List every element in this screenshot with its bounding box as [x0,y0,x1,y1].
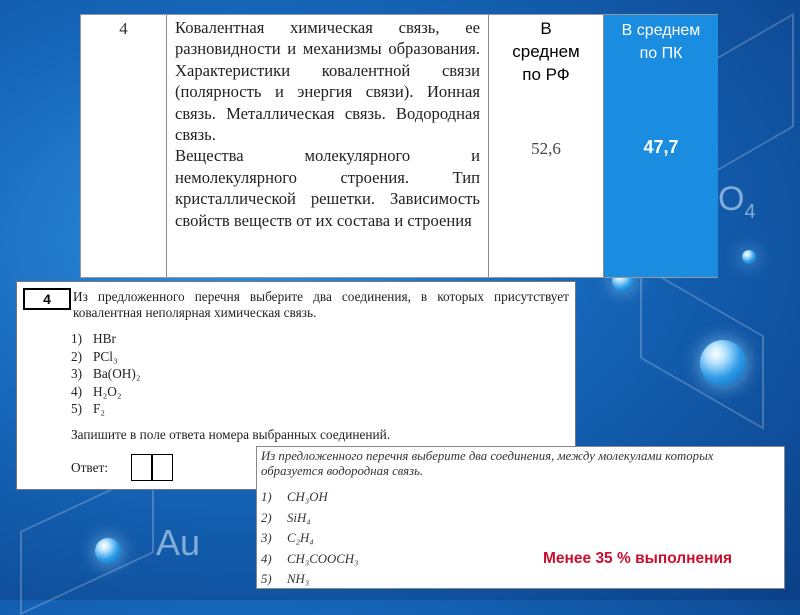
write-instruction: Запишите в поле ответа номера выбранных соединений. [71,427,391,442]
hbond-option: 4) CH₃COOCH₃ [261,551,359,566]
au-label: Au [156,522,201,563]
hbond-option: 2) SiH₄ [261,510,311,525]
answer-box-2[interactable] [152,454,173,481]
hbond-option: 3) C₂H₄ [261,531,314,545]
hbond-option: 1) CH₃OH [261,490,328,504]
hbond-question: Из предложенного перечня выберите два соединения, между молекулами которых образуется водородная связь. [261,449,714,478]
statistics-table [80,14,718,278]
task-option: 1) HBr [71,331,116,346]
task-options [71,330,140,418]
hydrogen-bond-card [256,446,785,589]
rf-header: В среднем по РФ [512,19,580,84]
task-option: 3) Ba(OH)₂ [71,366,141,381]
answer-box-1[interactable] [131,454,152,481]
hbond-options [261,487,358,590]
task-option: 5) F₂ [71,401,106,416]
task-number-cell: 4 [81,15,167,277]
pk-value: 47,7 [643,137,679,157]
completion-note: Менее 35 % выполнения [543,550,733,567]
task-option: 2) PCl₃ [71,348,118,364]
task-option: 4) H₂O₂ [71,383,122,399]
task-number: 4 [23,288,71,310]
answer-label: Ответ: [71,460,109,475]
rf-value: 52,6 [531,139,561,158]
o4-label: $O_4$ [718,180,756,223]
topic-text-2: Вещества молекулярного и немолекулярного строения. Тип кристаллической решетки. Зависимость свойств веществ от их состава и строения [175,146,480,230]
topic-text-1: Ковалентная химическая связь, ее разновидности и механизмы образования. Характеристики ковалентной связи (полярность и энергия связи). Ионная связь. Металлическая связь. Водородная связь. [175,18,480,145]
pk-average-cell [604,15,718,277]
rf-average-cell [489,15,604,277]
pk-header: В среднем по ПК [621,22,701,62]
task-question: Из предложенного перечня выберите два соединения, в которых присутствует ковалентная неполярная химическая связь. [73,289,569,320]
topic-cell [167,15,489,277]
hbond-option: 5) NH₃ [261,572,310,586]
